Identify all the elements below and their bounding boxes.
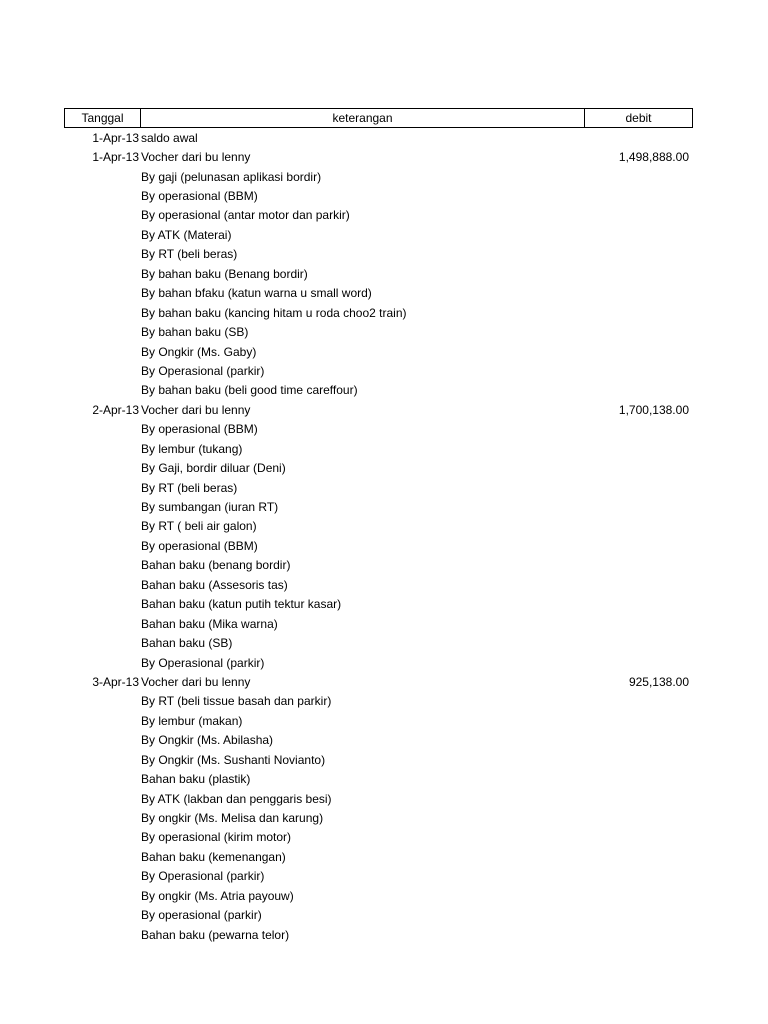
- table-row: [64, 633, 693, 652]
- row-description: By Ongkir (Ms. Sushanti Novianto): [141, 752, 326, 767]
- row-description: By sumbangan (iuran RT): [141, 500, 279, 515]
- row-date: 3-Apr-13: [92, 674, 139, 689]
- row-description: Bahan baku (benang bordir): [141, 558, 291, 573]
- table-row: [64, 750, 693, 769]
- table-row: [64, 186, 693, 205]
- row-description: By bahan baku (kancing hitam u roda choo2 train): [141, 305, 407, 320]
- row-description: Bahan baku (kemenangan): [141, 849, 286, 864]
- table-row: [64, 847, 693, 866]
- table-row: [64, 342, 693, 361]
- row-description: By lembur (tukang): [141, 441, 243, 456]
- table-row: [64, 206, 693, 225]
- row-description: By ATK (Materai): [141, 227, 232, 242]
- row-description: saldo awal: [141, 130, 198, 145]
- table-row: [64, 789, 693, 808]
- table-row: [64, 808, 693, 827]
- table-row: [64, 595, 693, 614]
- row-description: Bahan baku (pewarna telor): [141, 927, 290, 942]
- row-debit: 1,700,138.00: [618, 402, 689, 417]
- table-row: [64, 711, 693, 730]
- header-description: keterangan: [141, 109, 585, 127]
- row-description: Bahan baku (SB): [141, 636, 233, 651]
- row-description: By operasional (BBM): [141, 189, 258, 204]
- table-row: [64, 575, 693, 594]
- row-description: By bahan baku (beli good time careffour): [141, 383, 358, 398]
- table-row: [64, 925, 693, 944]
- table-row: [64, 303, 693, 322]
- row-description: By gaji (pelunasan aplikasi bordir): [141, 169, 322, 184]
- header-date: Tanggal: [65, 109, 141, 127]
- row-description: By operasional (BBM): [141, 538, 258, 553]
- row-description: By bahan bfaku (katun warna u small word): [141, 286, 372, 301]
- row-description: By Operasional (parkir): [141, 655, 265, 670]
- row-description: By Operasional (parkir): [141, 363, 265, 378]
- row-description: Bahan baku (plastik): [141, 772, 251, 787]
- row-description: By RT (beli beras): [141, 480, 238, 495]
- row-description: Vocher dari bu lenny: [141, 150, 251, 165]
- table-row: [64, 556, 693, 575]
- row-description: By Ongkir (Ms. Gaby): [141, 344, 257, 359]
- table-row: [64, 439, 693, 458]
- row-description: By bahan baku (SB): [141, 325, 249, 340]
- table-row: [64, 536, 693, 555]
- table-row: [64, 828, 693, 847]
- table-row: [64, 128, 693, 147]
- row-description: Vocher dari bu lenny: [141, 674, 251, 689]
- table-row: [64, 147, 693, 166]
- row-description: Vocher dari bu lenny: [141, 402, 251, 417]
- row-description: By Ongkir (Ms. Abilasha): [141, 733, 274, 748]
- row-description: Bahan baku (katun putih tektur kasar): [141, 597, 342, 612]
- row-description: By ongkir (Ms. Atria payouw): [141, 888, 294, 903]
- row-description: By ATK (lakban dan penggaris besi): [141, 791, 332, 806]
- table-row: [64, 867, 693, 886]
- table-row: [64, 692, 693, 711]
- row-debit: 1,498,888.00: [618, 150, 689, 165]
- table-row: [64, 653, 693, 672]
- row-description: By bahan baku (Benang bordir): [141, 266, 308, 281]
- row-description: By operasional (BBM): [141, 422, 258, 437]
- table-row: [64, 769, 693, 788]
- table-row: [64, 478, 693, 497]
- row-date: 2-Apr-13: [92, 402, 139, 417]
- row-description: By Operasional (parkir): [141, 869, 265, 884]
- row-description: Bahan baku (Assesoris tas): [141, 577, 288, 592]
- table-row: [64, 672, 693, 691]
- row-description: By RT (beli beras): [141, 247, 238, 262]
- table-row: [64, 381, 693, 400]
- table-body: [64, 128, 693, 944]
- row-description: Bahan baku (Mika warna): [141, 616, 278, 631]
- table-row: [64, 400, 693, 419]
- table-header: [64, 108, 693, 128]
- table-row: [64, 886, 693, 905]
- table-row: [64, 731, 693, 750]
- row-description: By RT (beli tissue basah dan parkir): [141, 694, 332, 709]
- table-row: [64, 264, 693, 283]
- row-date: 1-Apr-13: [92, 150, 139, 165]
- table-row: [64, 245, 693, 264]
- table-row: [64, 284, 693, 303]
- table-row: [64, 420, 693, 439]
- row-description: By ongkir (Ms. Melisa dan karung): [141, 811, 324, 826]
- row-description: By RT ( beli air galon): [141, 519, 257, 534]
- table-row: [64, 322, 693, 341]
- row-date: 1-Apr-13: [92, 130, 139, 145]
- row-description: By operasional (parkir): [141, 908, 262, 923]
- table-row: [64, 458, 693, 477]
- table-row: [64, 906, 693, 925]
- table-row: [64, 614, 693, 633]
- table-row: [64, 225, 693, 244]
- row-description: By operasional (kirim motor): [141, 830, 292, 845]
- row-description: By lembur (makan): [141, 713, 243, 728]
- row-description: By operasional (antar motor dan parkir): [141, 208, 350, 223]
- table-row: [64, 497, 693, 516]
- table-row: [64, 361, 693, 380]
- ledger-table: [64, 108, 693, 944]
- header-debit: debit: [625, 111, 652, 125]
- table-row: [64, 517, 693, 536]
- table-row: [64, 167, 693, 186]
- row-debit: 925,138.00: [628, 674, 689, 689]
- row-description: By Gaji, bordir diluar (Deni): [141, 461, 286, 476]
